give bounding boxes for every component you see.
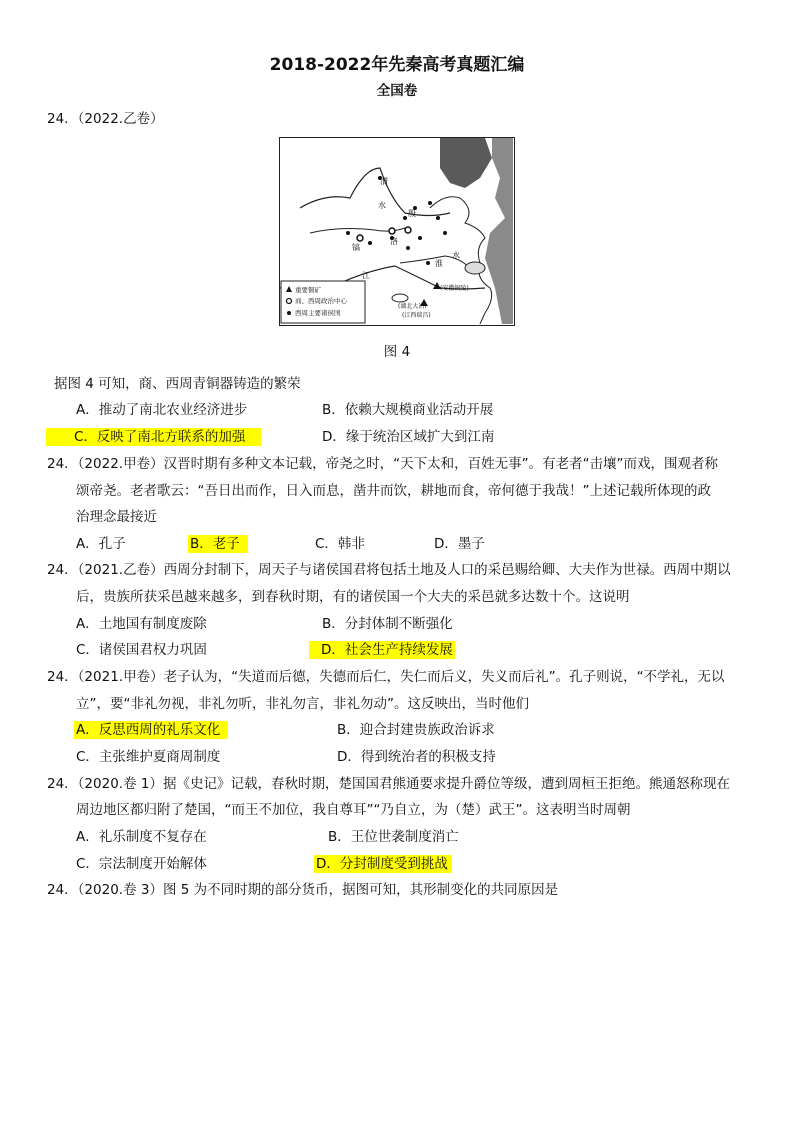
q1-option-d: D．缘于统治区域扩大到江南 [322, 429, 495, 445]
q4-option-b: B．迎合封建贵族政治诉求 [337, 722, 495, 738]
q3-option-d [309, 641, 455, 659]
map-label-shui1: 水 [378, 201, 386, 210]
ne-land-shade [440, 138, 492, 188]
lake-east [465, 262, 485, 274]
q1-option-c [46, 428, 261, 446]
center-luo [389, 228, 395, 234]
q5-line2: 周边地区都归附了楚国，“而王不加位，我自尊耳”“乃自立，为（楚）武王”。这表明当时周朝 [76, 802, 631, 818]
q2-option-b [188, 535, 248, 553]
q5-option-b: B．王位世袭制度消亡 [328, 829, 459, 845]
q1-option-a: A．推动了南北农业经济进步 [76, 402, 248, 418]
q5-answer-highlight: D．分封制度受到挑战 [314, 855, 452, 873]
q4-answer-highlight: A．反思西周的礼乐文化 [74, 721, 228, 739]
map-label-yin: 殷 [408, 209, 416, 218]
vassal-state-dots [346, 176, 447, 265]
q2-line2: 颂帝尧。老者歌云：“吾日出而作，日入而息，凿井而饮，耕地而食，帝何德于我哉！”上述记载所体现的政 [76, 483, 711, 499]
center-yin [405, 227, 411, 233]
legend-state-label: 西周主要诸侯国 [295, 309, 341, 317]
q4-option-c: C．主张维护夏商周制度 [76, 749, 221, 765]
map-label-huai: 淮 [435, 259, 443, 268]
map-drawing [280, 138, 513, 324]
center-hao [357, 235, 363, 241]
q2-option-a: A．孔子 [76, 536, 126, 552]
q4-line2: 立”，要“非礼勿视，非礼勿听，非礼勿言，非礼勿动”。这反映出，当时他们 [76, 696, 529, 712]
map-label-daye: (湖北大冶) [398, 303, 427, 310]
q5-option-c: C．宗法制度开始解体 [76, 856, 207, 872]
q2-option-c: C．韩非 [315, 536, 365, 552]
sea-shade [485, 138, 513, 324]
q3-line1: 24．（2021.乙卷）西周分封制下，周天子与诸侯国君将包括土地及人口的采邑赐给卿、大夫作为世禄。西周中期以 [47, 562, 731, 578]
map-label-luo: 洛 [390, 237, 398, 246]
map-label-hao: 镐 [352, 243, 360, 252]
q3-answer-highlight: D．社会生产持续发展 [309, 641, 455, 659]
q3-option-b: B．分封体制不断强化 [322, 616, 453, 632]
map-label-wei: 渭 [380, 177, 388, 186]
map-label-ruichang: (江西瑞昌) [402, 312, 431, 319]
legend-center-label: 商、西周政治中心 [295, 297, 347, 305]
legend-state-icon [287, 311, 291, 315]
q2-line1: 24．（2022.甲卷）汉晋时期有多种文本记载，帝尧之时，“天下太和，百姓无事”。有老者“击壤”而戏，围观者称 [47, 456, 719, 472]
legend-center-icon [287, 299, 292, 304]
map-label-shui2: 水 [452, 251, 460, 260]
q4-option-d: D．得到统治者的积极支持 [337, 749, 496, 765]
lake [392, 294, 408, 302]
q3-line2: 后，贵族所获采邑越来越多，到春秋时期，有的诸侯国一个大夫的采邑就多达数十个。这说明 [76, 589, 630, 605]
q1-answer-highlight: C．反映了南北方联系的加强 [46, 428, 261, 446]
map-label-tongling: (安徽铜陵) [440, 285, 469, 292]
q4-option-a [74, 721, 228, 739]
q5-option-a: A．礼乐制度不复存在 [76, 829, 207, 845]
map-label-jiang: 江 [362, 271, 370, 280]
q1-stem: 据图 4 可知，商、西周青铜器铸造的繁荣 [54, 376, 301, 392]
legend-mine-label: 重要铜矿 [295, 286, 321, 294]
q1-option-b: B．依赖大规模商业活动开展 [322, 402, 494, 418]
q4-line1: 24．（2021.甲卷）老子认为，“失道而后德，失德而后仁，失仁而后义，失义而后礼”。孔子则说，“不学礼，无以 [47, 669, 725, 685]
map-figure [279, 137, 515, 326]
q5-line1: 24．（2020.卷 1）据《史记》记载，春秋时期，楚国国君熊通要求提升爵位等级，遭到周桓王拒绝。熊通怒称现在 [47, 776, 730, 792]
page-subtitle: 全国卷 [376, 83, 418, 99]
q6-line1: 24．（2020.卷 3）图 5 为不同时期的部分货币，据图可知，其形制变化的共同原因是 [47, 882, 559, 898]
q3-option-c: C．诸侯国君权力巩固 [76, 642, 207, 658]
q5-option-d [314, 855, 452, 873]
q2-answer-highlight: B．老子 [188, 535, 248, 553]
page-title: 2018-2022年先秦高考真题汇编 [269, 55, 525, 75]
figure-caption: 图 4 [383, 344, 411, 360]
q1-number: 24．（2022.乙卷） [47, 111, 164, 127]
yellow-river [300, 168, 450, 216]
q2-option-d: D．墨子 [434, 536, 485, 552]
q3-option-a: A．土地国有制度废除 [76, 616, 207, 632]
q2-line3: 治理念最接近 [76, 509, 157, 525]
